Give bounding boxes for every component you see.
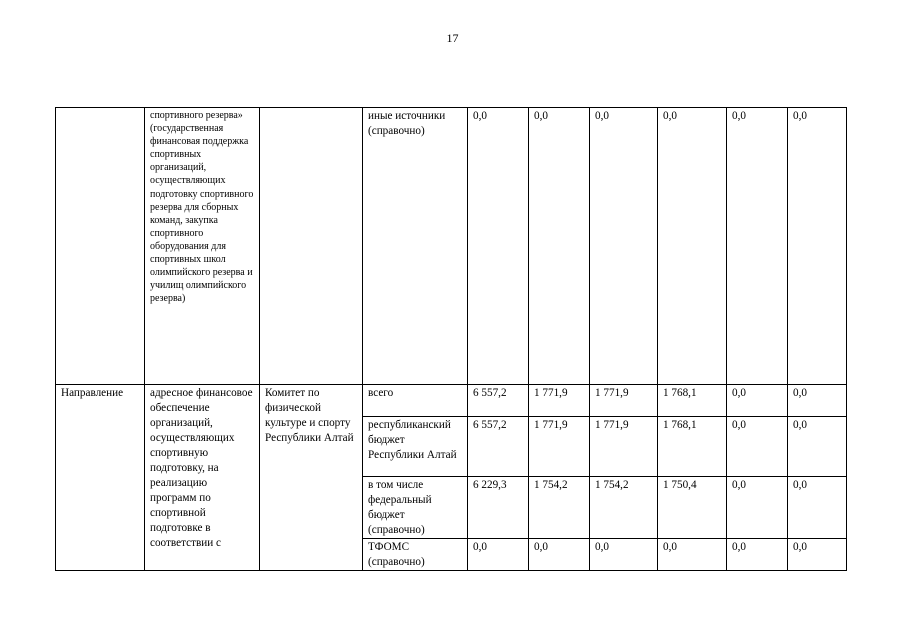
value-cell: 1 750,4 [658,477,727,539]
value-cell: 0,0 [529,539,590,571]
value-cell-total: 6 229,3 [468,477,529,539]
value-cell: 0,0 [788,385,847,417]
table-row [56,385,847,417]
funding-source-cell: иные источники (справочно) [363,108,468,385]
value-cell: 1 771,9 [590,385,658,417]
value-cell: 0,0 [727,477,788,539]
direction-cell: Направление [56,385,145,571]
table-row [56,108,847,385]
executor-cell [260,108,363,385]
value-cell-total: 6 557,2 [468,417,529,477]
value-cell: 1 768,1 [658,385,727,417]
funding-source-cell: ТФОМС (справочно) [363,539,468,571]
value-cell-total: 6 557,2 [468,385,529,417]
value-cell: 0,0 [590,108,658,385]
value-cell-total: 0,0 [468,108,529,385]
value-cell: 1 754,2 [590,477,658,539]
funding-source-cell: в том числе федеральный бюджет (справочно) [363,477,468,539]
value-cell: 0,0 [658,108,727,385]
value-cell: 0,0 [727,108,788,385]
value-cell: 0,0 [590,539,658,571]
value-cell: 1 754,2 [529,477,590,539]
page-number: 17 [446,31,459,45]
value-cell: 0,0 [788,108,847,385]
funding-source-cell: всего [363,385,468,417]
value-cell: 0,0 [788,417,847,477]
value-cell: 1 771,9 [529,385,590,417]
value-cell: 0,0 [529,108,590,385]
event-name-cell: спортивного резерва» (государственная финансовая поддержка спортивных организаций, осуществляющих подготовку спортивного резерва для сборных команд, закупка спортивного оборудования для спортивных школ олимпийского резерва и училищ олимпийского резерва) [145,108,260,385]
value-cell: 1 771,9 [590,417,658,477]
direction-cell [56,108,145,385]
value-cell: 0,0 [658,539,727,571]
value-cell: 1 768,1 [658,417,727,477]
executor-cell: Комитет по физической культуре и спорту Республики Алтай [260,385,363,571]
financing-table [55,107,847,571]
value-cell: 1 771,9 [529,417,590,477]
value-cell: 0,0 [788,477,847,539]
value-cell: 0,0 [727,417,788,477]
funding-source-cell: республиканский бюджет Республики Алтай [363,417,468,477]
value-cell: 0,0 [727,539,788,571]
event-name-cell: адресное финансовое обеспечение организаций, осуществляющих спортивную подготовку, на реализацию программ по спортивной подготовке в соответствии с [145,385,260,571]
value-cell: 0,0 [788,539,847,571]
value-cell: 0,0 [727,385,788,417]
value-cell-total: 0,0 [468,539,529,571]
